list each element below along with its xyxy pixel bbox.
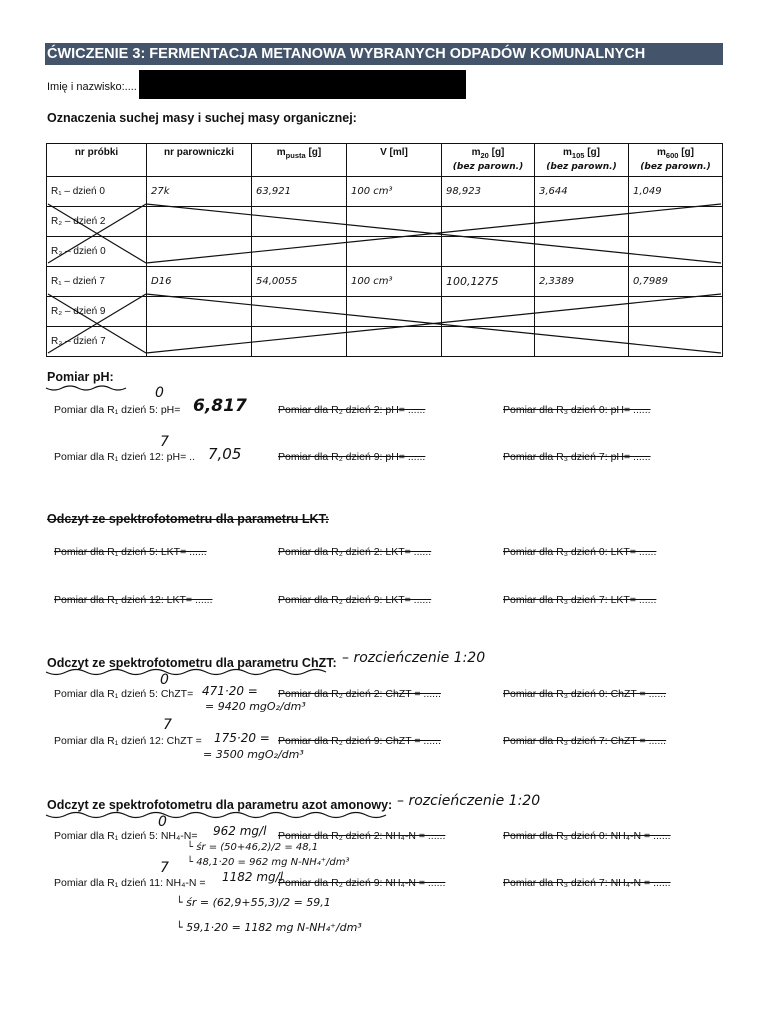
- header-dish-no: nr parowniczki: [147, 144, 252, 177]
- table-row: [47, 237, 723, 267]
- row-label: R₃ – dzień 0: [47, 237, 147, 267]
- cell-dish: D16: [147, 267, 252, 297]
- ammonia-r1-day0-label: Pomiar dla R₁ dzień 5: NH₄-N=: [54, 830, 198, 842]
- row-label: R₃ – dzień 7: [47, 327, 147, 357]
- chzt-r1-day7-calc: 175·20 =: [214, 731, 270, 745]
- chzt-r1-day0-label: Pomiar dla R₁ dzień 5: ChZT=: [54, 688, 194, 700]
- dry-mass-heading: Oznaczenia suchej masy i suchej masy organicznej:: [47, 111, 357, 125]
- ammonia-r1-day7-value: 1182 mg/l: [222, 870, 284, 884]
- chzt-r1-day7-fix: 7: [163, 717, 172, 733]
- ammonia-r1-day7-label: Pomiar dla R₁ dzień 11: NH₄-N =: [54, 877, 206, 889]
- ammonia-r1-day7-fix: 7: [160, 860, 169, 876]
- table-row: [47, 327, 723, 357]
- ph-r1-day7-fix: 7: [160, 434, 169, 450]
- ph-heading: Pomiar pH:: [47, 370, 114, 384]
- ph-r3-day7: Pomiar dla R₃ dzień 7: pH= ......: [503, 451, 651, 463]
- cell-m20: 98,923: [442, 177, 535, 207]
- chzt-dilution-note: – rozcieńczenie 1:20: [342, 650, 486, 666]
- ammonia-r3-day0: Pomiar dla R₃ dzień 0: NH₄-N = ......: [503, 830, 671, 842]
- chzt-r2-day9: Pomiar dla R₂ dzień 9: ChZT = ......: [278, 735, 441, 747]
- header-volume: V [ml]: [347, 144, 442, 177]
- table-row: [47, 267, 723, 297]
- ammonia-r1-day0-result: └ 48,1·20 = 962 mg N-NH₄⁺/dm³: [187, 857, 350, 868]
- row-label: R₁ – dzień 0: [47, 177, 147, 207]
- ph-r2-day2: Pomiar dla R₂ dzień 2: pH= ......: [278, 404, 426, 416]
- ph-r1-day7-value: 7,05: [208, 445, 242, 463]
- name-label: Imię i nazwisko:....: [47, 81, 137, 93]
- chzt-r1-day0-calc: 471·20 =: [202, 684, 258, 698]
- cell-m105: 3,644: [535, 177, 629, 207]
- chzt-r1-day7-result: = 3500 mgO₂/dm³: [203, 748, 304, 761]
- header-sample-no: nr próbki: [47, 144, 147, 177]
- lkt-r3-day0: Pomiar dla R₃ dzień 0: LKT= ......: [503, 546, 657, 558]
- lkt-r3-day7: Pomiar dla R₃ dzień 7: LKT= ......: [503, 594, 657, 606]
- chzt-r1-day0-fix: 0: [160, 672, 169, 688]
- cell-m20: 100,1275: [442, 267, 535, 297]
- cell-m-empty: 63,921: [252, 177, 347, 207]
- lkt-r1-day5: Pomiar dla R₁ dzień 5: LKT= ......: [54, 546, 207, 558]
- header-m105: $m_{105}$ [g] (bez parown.): [535, 144, 629, 177]
- cell-m600: 1,049: [629, 177, 723, 207]
- ph-r1-day0-value: 6,817: [193, 396, 247, 416]
- table-row: [47, 207, 723, 237]
- ph-r1-day0-fix: 0: [155, 385, 164, 401]
- ammonia-dilution-note: – rozcieńczenie 1:20: [397, 793, 541, 809]
- redacted-name-box: [139, 70, 466, 99]
- lkt-r1-day12: Pomiar dla R₁ dzień 12: LKT= ......: [54, 594, 213, 606]
- chzt-heading: Odczyt ze spektrofotometru dla parametru ChZT:: [47, 656, 337, 670]
- cell-dish: 27k: [147, 177, 252, 207]
- table-row: [47, 297, 723, 327]
- chzt-r3-day7: Pomiar dla R₃ dzień 7: ChZT = ......: [503, 735, 667, 747]
- table-row: [47, 177, 723, 207]
- chzt-r1-day0-result: = 9420 mgO₂/dm³: [205, 700, 306, 713]
- header-m-empty: $m_{pusta}$ [g]: [252, 144, 347, 177]
- ph-r1-day0-label: Pomiar dla R₁ dzień 5: pH=: [54, 404, 181, 416]
- squiggle-underline: [46, 386, 126, 390]
- ph-r1-day7-label: Pomiar dla R₁ dzień 12: pH= ..: [54, 451, 195, 463]
- dry-mass-table: [46, 143, 723, 357]
- ammonia-r3-day7: Pomiar dla R₃ dzień 7: NH₄-N = ......: [503, 877, 671, 889]
- squiggle-underline: [46, 813, 386, 818]
- row-label: R₂ – dzień 9: [47, 297, 147, 327]
- row-label: R₂ – dzień 2: [47, 207, 147, 237]
- row-label: R₁ – dzień 7: [47, 267, 147, 297]
- ammonia-r1-day0-mean: └ śr = (50+46,2)/2 = 48,1: [187, 842, 319, 853]
- table-header-row: [47, 144, 723, 177]
- cell-volume: 100 cm³: [347, 267, 442, 297]
- ph-r2-day9: Pomiar dla R₂ dzień 9: pH= ......: [278, 451, 426, 463]
- exercise-title: ĆWICZENIE 3: FERMENTACJA METANOWA WYBRANYCH ODPADÓW KOMUNALNYCH: [45, 43, 723, 65]
- cell-volume: 100 cm³: [347, 177, 442, 207]
- cell-m-empty: 54,0055: [252, 267, 347, 297]
- squiggle-underline: [46, 670, 326, 675]
- header-m600: $m_{600}$ [g] (bez parown.): [629, 144, 723, 177]
- ph-r3-day0: Pomiar dla R₃ dzień 0: pH= ......: [503, 404, 651, 416]
- lkt-r2-day2: Pomiar dla R₂ dzień 2: LKT= ......: [278, 546, 432, 558]
- lkt-heading: Odczyt ze spektrofotometru dla parametru LKT:: [47, 512, 329, 526]
- chzt-r1-day7-label: Pomiar dla R₁ dzień 12: ChZT =: [54, 735, 202, 747]
- ammonia-heading: Odczyt ze spektrofotometru dla parametru azot amonowy:: [47, 798, 393, 812]
- ammonia-r1-day0-value: 962 mg/l: [213, 824, 267, 838]
- ammonia-r1-day0-fix: 0: [158, 814, 167, 830]
- header-m20: $m_{20}$ [g] (bez parown.): [442, 144, 535, 177]
- cell-m600: 0,7989: [629, 267, 723, 297]
- ammonia-r2-day9: Pomiar dla R₂ dzień 9: NH₄-N = ......: [278, 877, 446, 889]
- cell-m105: 2,3389: [535, 267, 629, 297]
- lkt-r2-day9: Pomiar dla R₂ dzień 9: LKT= ......: [278, 594, 432, 606]
- ammonia-r2-day2: Pomiar dla R₂ dzień 2: NH₄-N = ......: [278, 830, 446, 842]
- ammonia-r1-day7-mean: └ śr = (62,9+55,3)/2 = 59,1: [176, 896, 331, 909]
- chzt-r3-day0: Pomiar dla R₃ dzień 0: ChZT = ......: [503, 688, 667, 700]
- ammonia-r1-day7-result: └ 59,1·20 = 1182 mg N-NH₄⁺/dm³: [176, 921, 362, 934]
- chzt-r2-day2: Pomiar dla R₂ dzień 2: ChZT = ......: [278, 688, 441, 700]
